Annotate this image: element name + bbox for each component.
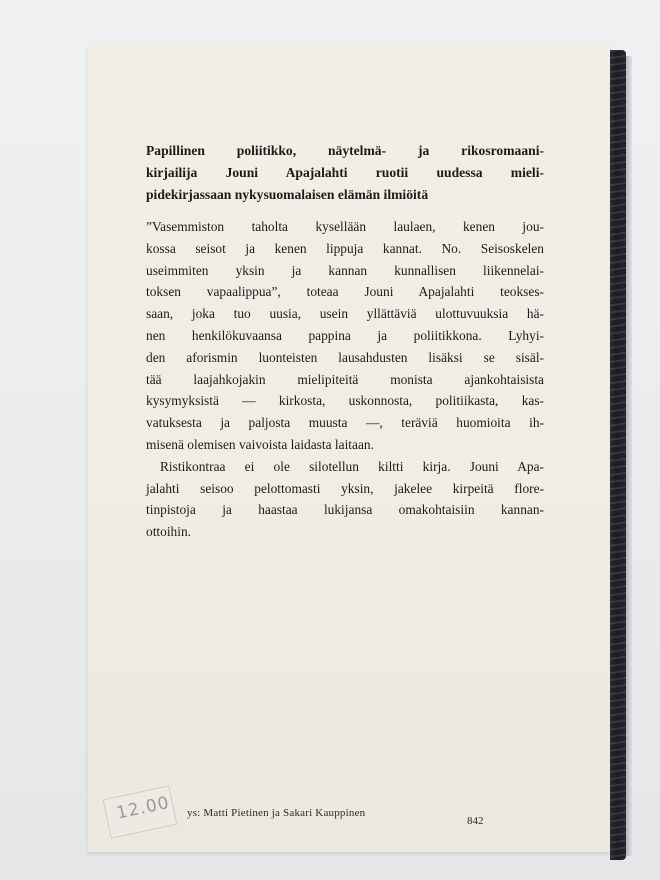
paragraph-line: nen henkilökuvaansa pappina ja poliitikkona. Lyhyi- bbox=[146, 327, 544, 343]
paragraph-line: tää laajahkojakin mielipiteitä monista ajankohtaisista bbox=[146, 371, 544, 387]
cover-credit: ys: Matti Pietinen ja Sakari Kauppinen bbox=[187, 807, 366, 819]
paragraph-line: ottoihin. bbox=[146, 524, 192, 540]
catalog-number: 842 bbox=[467, 815, 484, 827]
paragraph-line: misenä olemisen vaivoista laidasta laitaan. bbox=[146, 436, 374, 452]
paragraph-line: Ristikontraa ei ole silotellun kiltti kirja. Jouni Apa- bbox=[160, 458, 544, 474]
paragraph-line: jalahti seisoo pelottomasti yksin, jakelee kirpeitä flore- bbox=[146, 480, 544, 496]
paragraph-line: toksen vapaalippua”, toteaa Jouni Apajalahti teokses- bbox=[146, 284, 544, 300]
blurb-heading bbox=[146, 140, 544, 206]
paragraph-line: tinpistoja ja haastaa lukijansa omakohtaisiin kannan- bbox=[146, 502, 544, 518]
heading-line: Papillinen poliitikko, näytelmä- ja rikosromaani- bbox=[146, 143, 544, 158]
blurb-paragraph-1 bbox=[146, 216, 544, 456]
paragraph-line: kysymyksistä — kirkosta, uskonnosta, politiikasta, kas- bbox=[146, 393, 544, 409]
price-text: 12.00 bbox=[114, 792, 172, 824]
paragraph-line: vatuksesta ja paljosta muusta —, teräviä huomioita ih- bbox=[146, 415, 544, 431]
paragraph-line: useimmiten yksin ja kannan kunnallisen liikennelai- bbox=[146, 262, 544, 278]
paragraph-line: kossa seisot ja kenen lippuja kannat. No. Seisoskelen bbox=[146, 240, 544, 256]
heading-line: kirjailija Jouni Apajalahti ruotii uudessa mieli- bbox=[146, 165, 544, 180]
paragraph-line: saan, joka tuo uusia, usein yllättäviä ulottuvuuksia hä- bbox=[146, 306, 544, 322]
cover-text-block bbox=[146, 140, 544, 543]
paragraph-line: den aforismin luonteisten lausahdusten lisäksi se sisäl- bbox=[146, 349, 544, 365]
book-spine-edge bbox=[626, 56, 632, 856]
book-spine bbox=[610, 50, 626, 860]
paragraph-line: ”Vasemmiston taholta kysellään laulaen, kenen jou- bbox=[146, 219, 544, 234]
heading-line: pidekirjassaan nykysuomalaisen elämän ilmiöitä bbox=[146, 187, 429, 202]
blurb-paragraph-2 bbox=[146, 456, 544, 543]
